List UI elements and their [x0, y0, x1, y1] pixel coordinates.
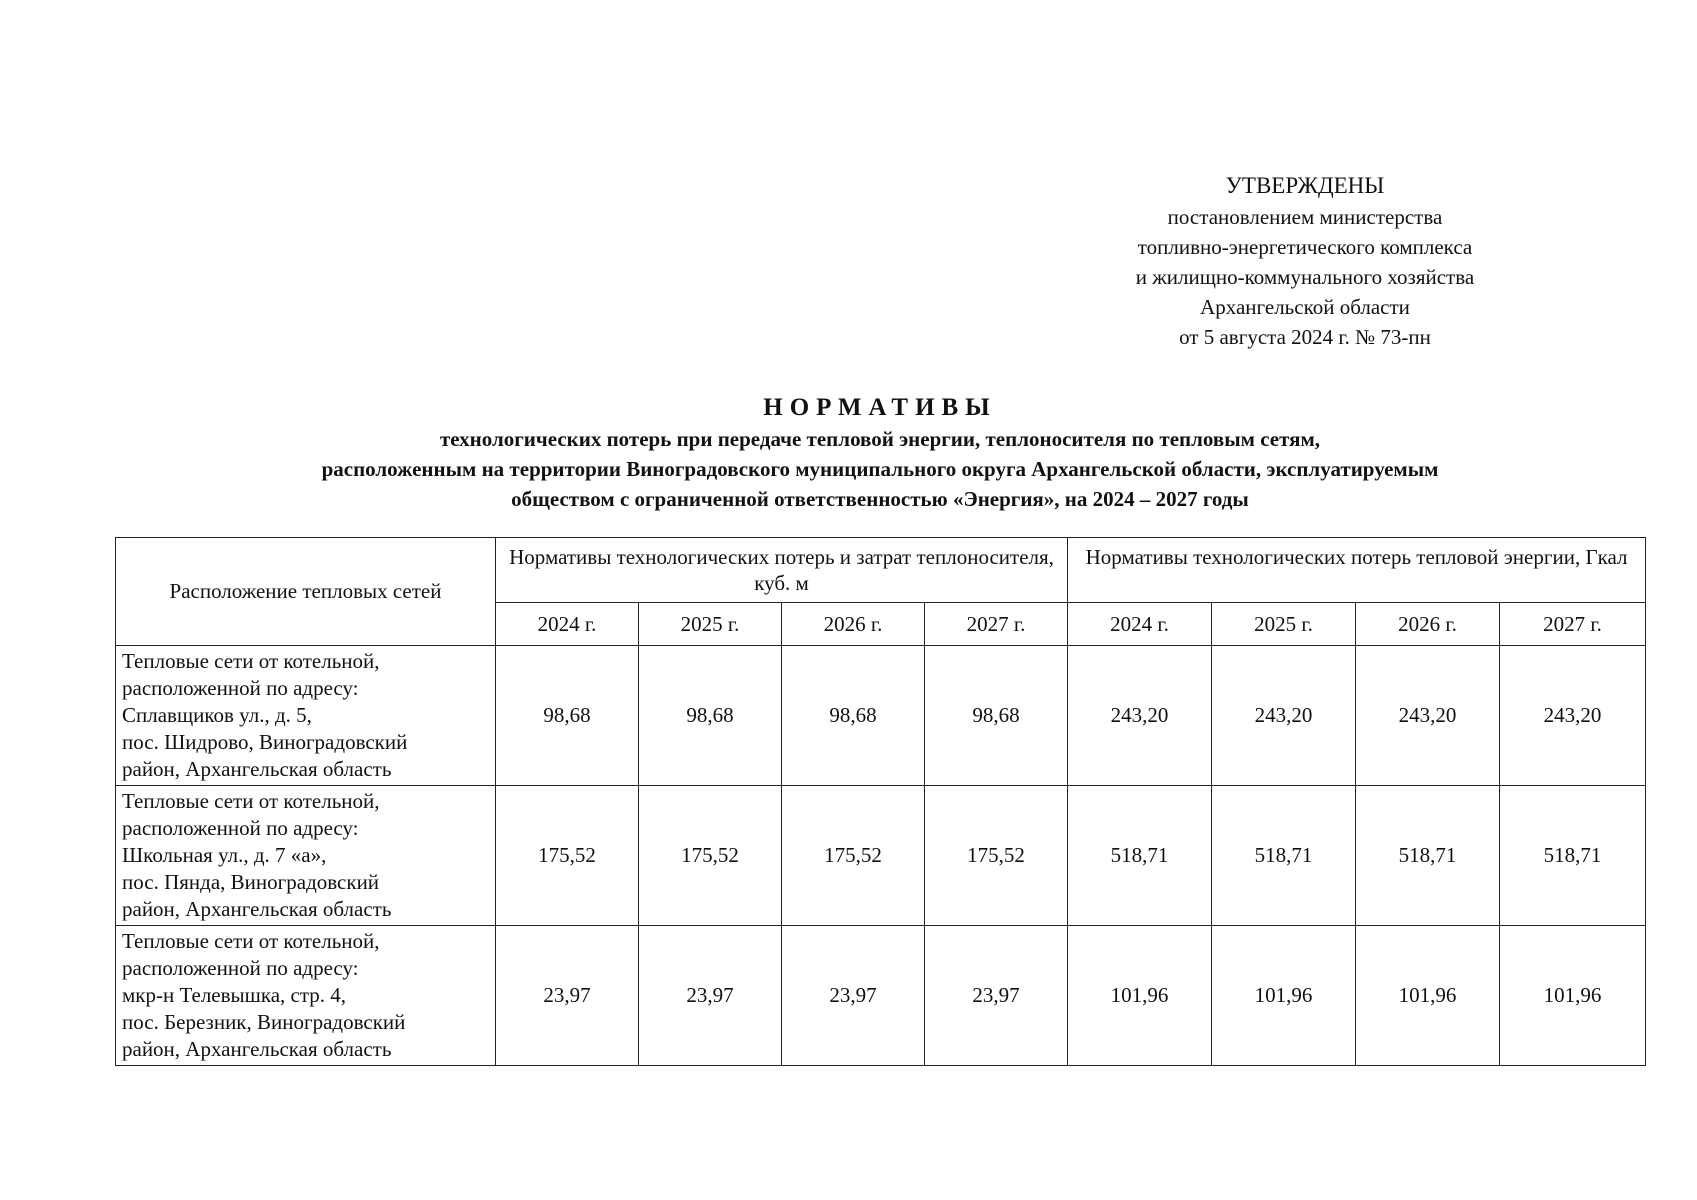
location-line: Тепловые сети от котельной,: [122, 789, 380, 813]
title-caption: НОРМАТИВЫ: [763, 394, 997, 421]
energy-value-cell: 101,96: [1500, 926, 1646, 1066]
year-header: 2024 г.: [1068, 603, 1212, 646]
coolant-group-header: Нормативы технологических потерь и затрат теплоносителя, куб. м: [496, 538, 1068, 603]
coolant-value-cell: 98,68: [639, 646, 782, 786]
year-header: 2026 г.: [1356, 603, 1500, 646]
energy-value-cell: 518,71: [1212, 786, 1356, 926]
year-header: 2027 г.: [925, 603, 1068, 646]
coolant-value-cell: 23,97: [639, 926, 782, 1066]
location-line: район, Архангельская область: [122, 757, 392, 781]
location-line: мкр-н Телевышка, стр. 4,: [122, 983, 347, 1007]
approval-line: топливно-энергетического комплекса: [1137, 235, 1473, 259]
location-line: Тепловые сети от котельной,: [122, 649, 380, 673]
location-line: расположенной по адресу:: [122, 816, 359, 840]
table-header-row: [116, 538, 1646, 603]
location-line: пос. Пянда, Виноградовский: [122, 870, 380, 894]
location-line: Сплавщиков ул., д. 5,: [122, 703, 312, 727]
location-line: район, Архангельская область: [122, 1037, 392, 1061]
approval-line: Архангельской области: [1200, 295, 1410, 319]
coolant-value-cell: 98,68: [782, 646, 925, 786]
year-header: 2025 г.: [639, 603, 782, 646]
approval-line: и жилищно-коммунального хозяйства: [1135, 265, 1475, 289]
year-header: 2027 г.: [1500, 603, 1646, 646]
location-line: пос. Березник, Виноградовский: [122, 1010, 406, 1034]
energy-value-cell: 101,96: [1356, 926, 1500, 1066]
energy-value-cell: 243,20: [1212, 646, 1356, 786]
approval-stamp: [1090, 170, 1520, 352]
location-line: район, Архангельская область: [122, 897, 392, 921]
year-header: 2025 г.: [1212, 603, 1356, 646]
location-column-header: Расположение тепловых сетей: [116, 538, 496, 646]
location-line: расположенной по адресу:: [122, 956, 359, 980]
title-line: расположенным на территории Виноградовского муниципального округа Архангельской области, эксплуатируемым: [321, 457, 1439, 481]
energy-value-cell: 518,71: [1500, 786, 1646, 926]
energy-value-cell: 101,96: [1212, 926, 1356, 1066]
location-line: Тепловые сети от котельной,: [122, 929, 380, 953]
coolant-value-cell: 175,52: [782, 786, 925, 926]
title-line: обществом с ограниченной ответственностью «Энергия», на 2024 – 2027 годы: [511, 487, 1249, 511]
energy-value-cell: 243,20: [1500, 646, 1646, 786]
energy-group-header: Нормативы технологических потерь тепловой энергии, Гкал: [1068, 538, 1646, 603]
coolant-value-cell: 175,52: [496, 786, 639, 926]
coolant-value-cell: 175,52: [925, 786, 1068, 926]
coolant-value-cell: 175,52: [639, 786, 782, 926]
location-cell: [116, 646, 496, 786]
coolant-value-cell: 23,97: [925, 926, 1068, 1066]
document-title: [140, 392, 1620, 514]
coolant-value-cell: 98,68: [925, 646, 1068, 786]
coolant-value-cell: 23,97: [782, 926, 925, 1066]
title-line: технологических потерь при передаче тепловой энергии, теплоносителя по тепловым сетям,: [439, 427, 1321, 451]
year-header: 2026 г.: [782, 603, 925, 646]
energy-value-cell: 101,96: [1068, 926, 1212, 1066]
energy-value-cell: 518,71: [1356, 786, 1500, 926]
table-row: [116, 786, 1646, 926]
table-row: [116, 926, 1646, 1066]
approval-date-line: от 5 августа 2024 г. № 73-пн: [1179, 325, 1431, 349]
energy-value-cell: 518,71: [1068, 786, 1212, 926]
location-cell: [116, 786, 496, 926]
location-line: Школьная ул., д. 7 «а»,: [122, 843, 327, 867]
approval-heading: УТВЕРЖДЕНЫ: [1225, 173, 1385, 198]
energy-value-cell: 243,20: [1356, 646, 1500, 786]
approval-line: постановлением министерства: [1167, 205, 1443, 229]
location-line: расположенной по адресу:: [122, 676, 359, 700]
table-row: [116, 646, 1646, 786]
year-header: 2024 г.: [496, 603, 639, 646]
coolant-value-cell: 23,97: [496, 926, 639, 1066]
energy-value-cell: 243,20: [1068, 646, 1212, 786]
norms-table: [115, 537, 1646, 1066]
coolant-value-cell: 98,68: [496, 646, 639, 786]
location-cell: [116, 926, 496, 1066]
location-line: пос. Шидрово, Виноградовский: [122, 730, 408, 754]
